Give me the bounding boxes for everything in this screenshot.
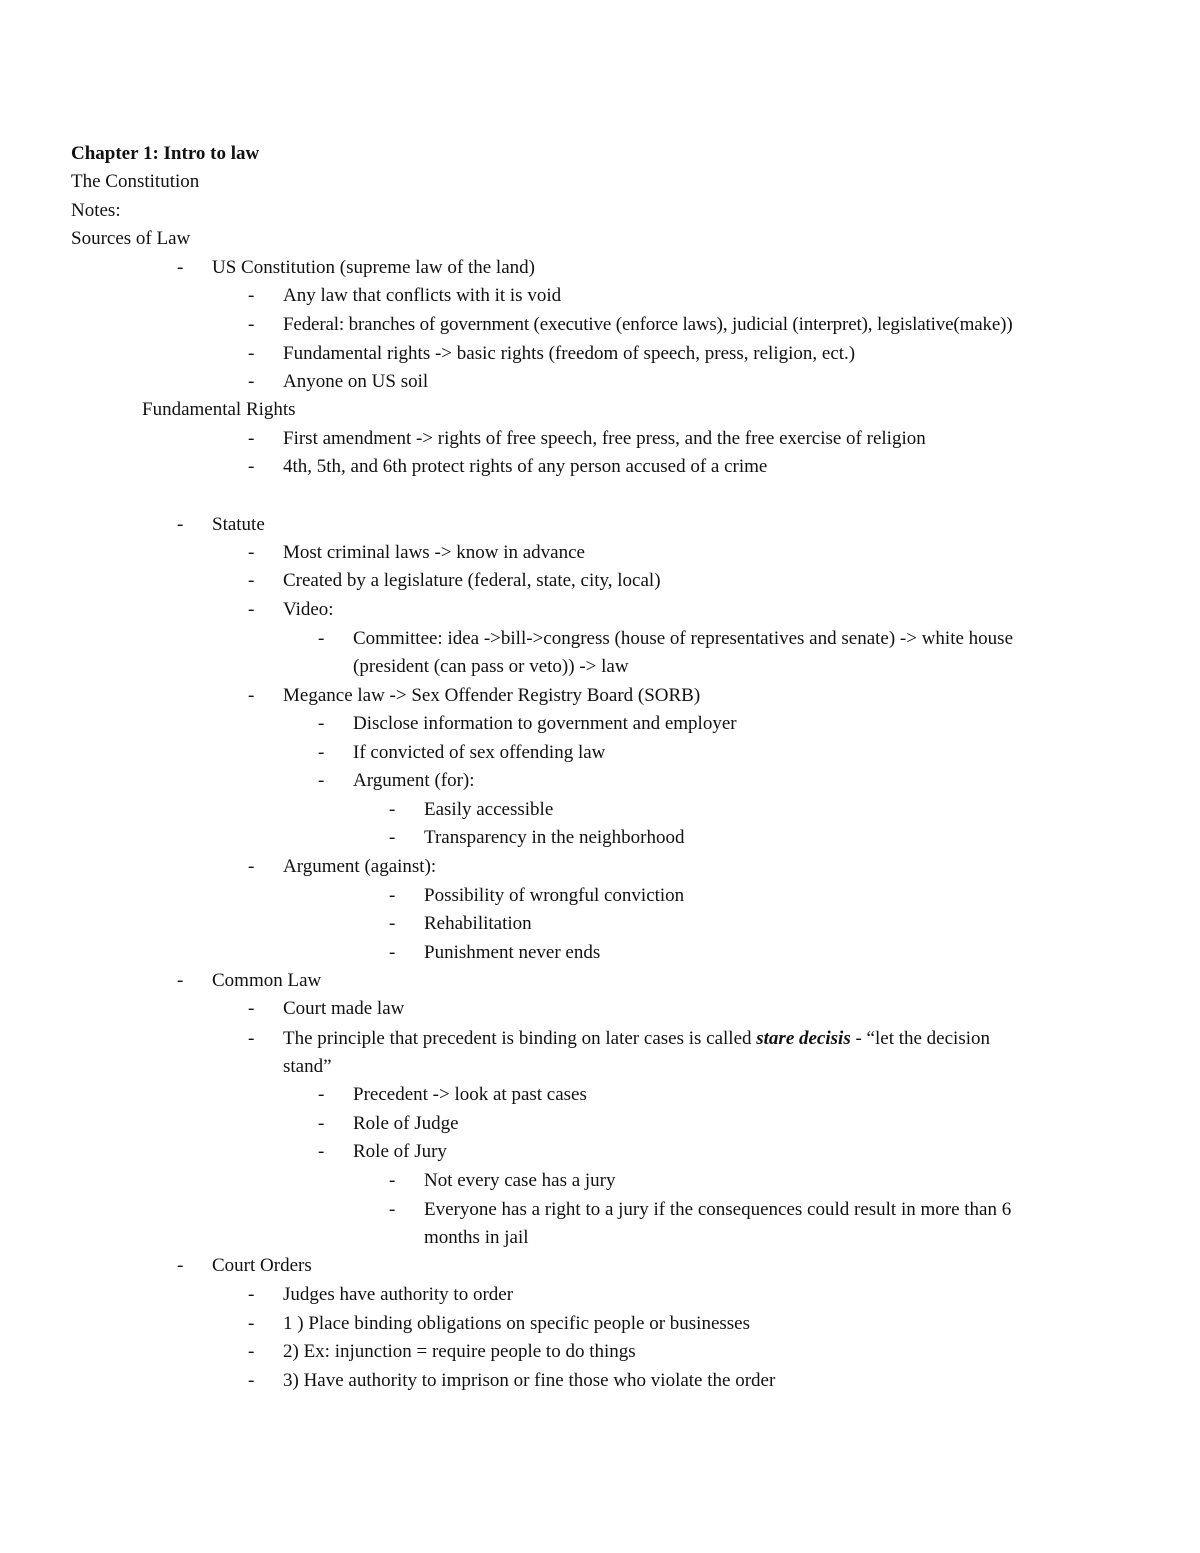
constitution-label: US Constitution (supreme law of the land) <box>212 257 535 278</box>
list-item-continuation: months in jail <box>424 1227 529 1248</box>
bullet-dash: - <box>248 570 255 591</box>
bullet-dash: - <box>248 1313 255 1334</box>
list-item: Fundamental rights -> basic rights (freedom of speech, press, religion, ect.) <box>283 343 856 364</box>
bullet-dash: - <box>248 1284 255 1305</box>
bullet-dash: - <box>248 599 255 620</box>
list-item: Court made law <box>283 998 405 1019</box>
bullet-dash: - <box>248 343 255 364</box>
list-item: First amendment -> rights of free speech, free press, and the free exercise of religion <box>283 428 926 449</box>
bullet-dash: - <box>318 1141 325 1162</box>
list-item: Most criminal laws -> know in advance <box>283 542 585 563</box>
list-item: Disclose information to government and employer <box>353 713 737 734</box>
bullet-dash: - <box>248 1341 255 1362</box>
bullet-dash: - <box>248 456 255 477</box>
bullet-dash: - <box>318 742 325 763</box>
bullet-dash: - <box>177 257 184 278</box>
list-item-continuation: (president (can pass or veto)) -> law <box>353 656 629 677</box>
document-title: Chapter 1: Intro to law <box>71 143 260 164</box>
bullet-dash: - <box>248 371 255 392</box>
stare-decisis-item <box>283 1025 990 1053</box>
bullet-dash: - <box>318 628 325 649</box>
list-item: 1 ) Place binding obligations on specific people or businesses <box>283 1313 750 1334</box>
list-item: Precedent -> look at past cases <box>353 1084 587 1105</box>
bullet-dash: - <box>248 285 255 306</box>
bullet-dash: - <box>389 1170 396 1191</box>
list-item: Possibility of wrongful conviction <box>424 885 685 906</box>
list-item: Easily accessible <box>424 799 554 820</box>
bullet-dash: - <box>318 1113 325 1134</box>
bullet-dash: - <box>389 885 396 906</box>
bullet-dash: - <box>389 1199 396 1220</box>
list-item: Any law that conflicts with it is void <box>283 285 562 306</box>
list-item: Created by a legislature (federal, state, city, local) <box>283 570 661 591</box>
list-item: Judges have authority to order <box>283 1284 514 1305</box>
list-item: Federal: branches of government (executive (enforce laws), judicial (interpret), legislative(make)) <box>283 314 1013 335</box>
bullet-dash: - <box>248 314 255 335</box>
stare-decisis-suffix: - “let the decision <box>850 1028 990 1049</box>
argument-against-label: Argument (against): <box>283 856 437 877</box>
bullet-dash: - <box>248 1028 255 1049</box>
stare-decisis-prefix: The principle that precedent is binding on later cases is called <box>283 1028 757 1049</box>
bullet-dash: - <box>177 970 184 991</box>
fundamental-rights-heading: Fundamental Rights <box>142 399 296 420</box>
list-item: Punishment never ends <box>424 942 601 963</box>
list-item: Committee: idea ->bill->congress (house of representatives and senate) -> white house <box>353 628 1013 649</box>
bullet-dash: - <box>248 998 255 1019</box>
bullet-dash: - <box>318 770 325 791</box>
list-item: Megance law -> Sex Offender Registry Board (SORB) <box>283 685 701 706</box>
list-item: Anyone on US soil <box>283 371 429 392</box>
list-item: Everyone has a right to a jury if the consequences could result in more than 6 <box>424 1199 1012 1220</box>
bullet-dash: - <box>318 713 325 734</box>
video-label: Video: <box>283 599 334 620</box>
list-item: 4th, 5th, and 6th protect rights of any person accused of a crime <box>283 456 768 477</box>
list-item: Role of Jury <box>353 1141 447 1162</box>
list-item: Transparency in the neighborhood <box>424 827 685 848</box>
list-item: Not every case has a jury <box>424 1170 616 1191</box>
bullet-dash: - <box>389 799 396 820</box>
argument-for-label: Argument (for): <box>353 770 475 791</box>
bullet-dash: - <box>177 514 184 535</box>
bullet-dash: - <box>389 942 396 963</box>
bullet-dash: - <box>318 1084 325 1105</box>
list-item: 3) Have authority to imprison or fine those who violate the order <box>283 1370 776 1391</box>
bullet-dash: - <box>389 913 396 934</box>
list-item: If convicted of sex offending law <box>353 742 606 763</box>
bullet-dash: - <box>248 685 255 706</box>
sources-heading: Sources of Law <box>71 228 191 249</box>
list-item: 2) Ex: injunction = require people to do things <box>283 1341 636 1362</box>
document-subtitle: The Constitution <box>71 171 200 192</box>
list-item-continuation: stand” <box>283 1056 332 1077</box>
list-item: Role of Judge <box>353 1113 459 1134</box>
bullet-dash: - <box>248 1370 255 1391</box>
bullet-dash: - <box>248 428 255 449</box>
list-item: Rehabilitation <box>424 913 532 934</box>
statute-label: Statute <box>212 514 265 535</box>
bullet-dash: - <box>248 856 255 877</box>
court-orders-label: Court Orders <box>212 1255 312 1276</box>
bullet-dash: - <box>177 1255 184 1276</box>
stare-decisis-term: stare decisis <box>756 1028 851 1049</box>
bullet-dash: - <box>248 542 255 563</box>
bullet-dash: - <box>389 827 396 848</box>
notes-label: Notes: <box>71 200 121 221</box>
common-law-label: Common Law <box>212 970 322 991</box>
